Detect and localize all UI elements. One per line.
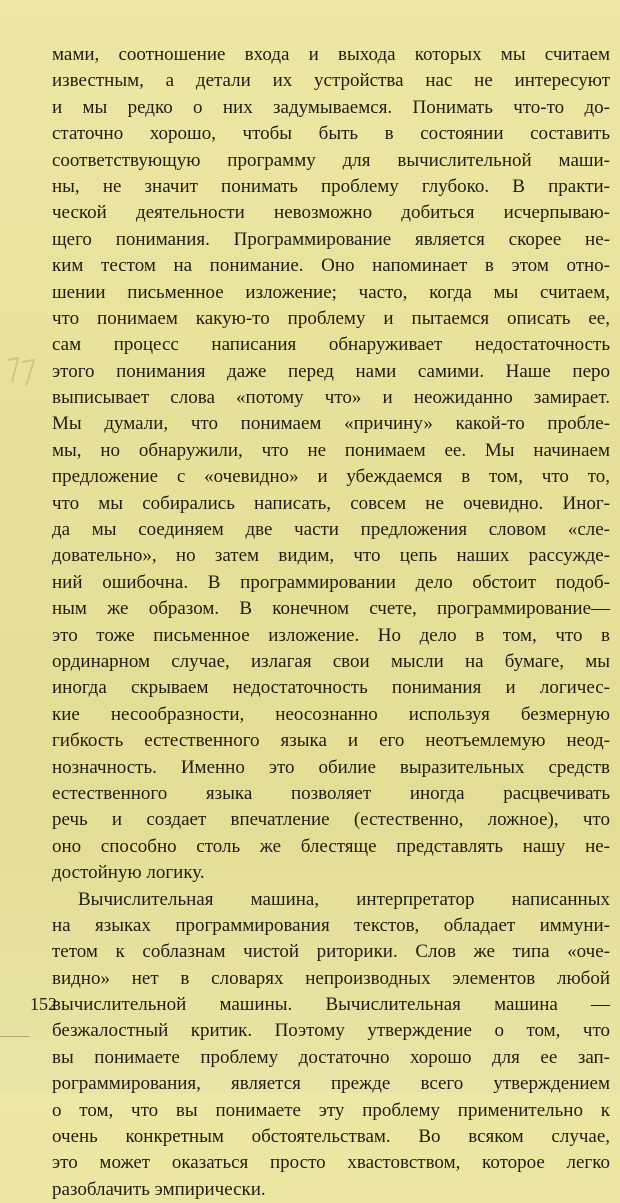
body-text <box>52 42 610 1203</box>
page-number: 152 <box>30 994 57 1015</box>
text-line: щего понимания. Программирование является скорее не- <box>52 227 610 253</box>
text-line: нозначность. Именно это обилие выразительных средств <box>52 755 610 781</box>
text-line: гибкость естественного языка и его неотъемлемую неод- <box>52 728 610 754</box>
text-line: ким тестом на понимание. Оно напоминает в этом отно- <box>52 253 610 279</box>
text-line: ным же образом. В конечном счете, программирование— <box>52 596 610 622</box>
text-line: безжалостный критик. Поэтому утверждение о том, что <box>52 1018 610 1044</box>
margin-pencil-mark <box>4 352 38 392</box>
text-line: очень конкретным обстоятельствам. Во всяком случае, <box>52 1124 610 1150</box>
text-line: естественного языка позволяет иногда расцвечивать <box>52 781 610 807</box>
text-line: выписывает слова «потому что» и неожиданно замирает. <box>52 385 610 411</box>
text-line: мами, соотношение входа и выхода которых мы считаем <box>52 42 610 68</box>
text-line: ны, не значит понимать проблему глубоко. В практи- <box>52 174 610 200</box>
text-line: иногда скрываем недостаточность понимания и логичес- <box>52 675 610 701</box>
text-line: да мы соединяем две части предложения словом «сле- <box>52 517 610 543</box>
text-line: предложение с «очевидно» и убеждаемся в том, что то, <box>52 464 610 490</box>
text-line: известным, а детали их устройства нас не интересуют <box>52 68 610 94</box>
text-line: оно способно столь же блестяще представлять нашу не- <box>52 834 610 860</box>
text-line: шении письменное изложение; часто, когда мы считаем, <box>52 280 610 306</box>
text-line: вы понимаете проблему достаточно хорошо для ее зап- <box>52 1045 610 1071</box>
text-line: и мы редко о них задумываемся. Понимать что-то до- <box>52 95 610 121</box>
text-line: рограммирования, является прежде всего утверждением <box>52 1071 610 1097</box>
text-line: о том, что вы понимаете эту проблему применительно к <box>52 1098 610 1124</box>
text-line: что понимаем какую-то проблему и пытаемся описать ее, <box>52 306 610 332</box>
text-line: ординарном случае, излагая свои мысли на бумаге, мы <box>52 649 610 675</box>
text-line: речь и создает впечатление (естественно, ложное), что <box>52 807 610 833</box>
paragraph-1 <box>52 42 610 887</box>
text-line: этого понимания даже перед нами самими. Наше перо <box>52 359 610 385</box>
text-line: достойную логику. <box>52 860 610 886</box>
text-line: ческой деятельности невозможно добиться исчерпываю- <box>52 200 610 226</box>
text-line: тетом к соблазнам чистой риторики. Слов же типа «оче- <box>52 939 610 965</box>
text-line: это тоже письменное изложение. Но дело в том, что в <box>52 623 610 649</box>
text-line: Вычислительная машина, интерпретатор написанных <box>52 887 610 913</box>
text-line: статочно хорошо, чтобы быть в состоянии составить <box>52 121 610 147</box>
text-line: вычислительной машины. Вычислительная машина — <box>52 992 610 1018</box>
text-line: довательно», но затем видим, что цепь наших рассужде- <box>52 543 610 569</box>
text-line: это может оказаться просто хвастовством, которое легко <box>52 1150 610 1176</box>
text-line: на языках программирования текстов, обладает иммуни- <box>52 913 610 939</box>
text-line: разоблачить эмпирически. <box>52 1177 610 1203</box>
text-line: что мы собирались написать, совсем не очевидно. Иног- <box>52 491 610 517</box>
paragraph-2 <box>52 887 610 1203</box>
text-line: кие несообразности, неосознанно используя безмерную <box>52 702 610 728</box>
text-line: сам процесс написания обнаруживает недостаточность <box>52 332 610 358</box>
text-line: видно» нет в словарях непроизводных элементов любой <box>52 966 610 992</box>
bottom-edge-mark <box>0 1036 30 1043</box>
text-line: ний ошибочна. В программировании дело обстоит подоб- <box>52 570 610 596</box>
text-line: соответствующую программу для вычислительной маши- <box>52 148 610 174</box>
text-line: Мы думали, что понимаем «причину» какой-то пробле- <box>52 411 610 437</box>
text-line: мы, но обнаружили, что не понимаем ее. Мы начинаем <box>52 438 610 464</box>
